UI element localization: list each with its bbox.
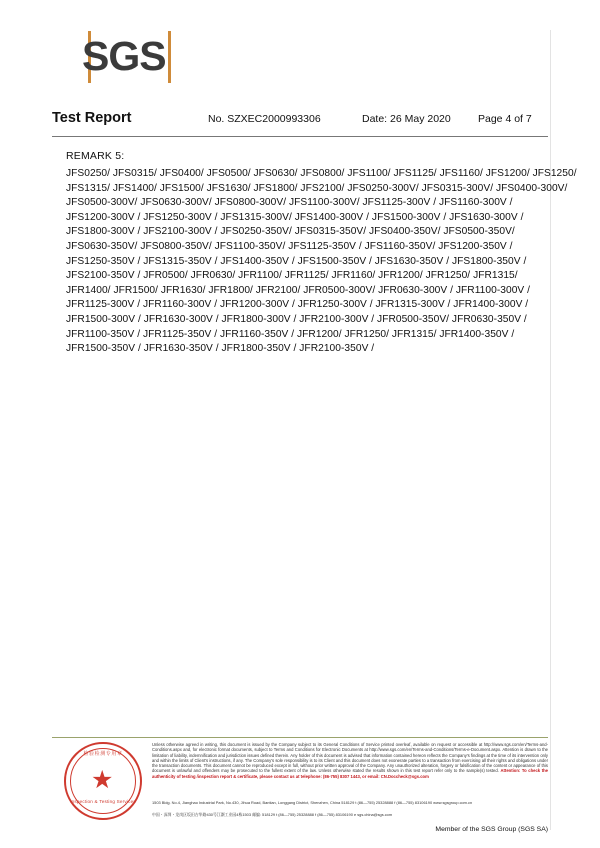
legal-paragraph-text: Unless otherwise agreed in writing, this document is issued by the Company subject to its General Conditions of Service printed overleaf, available on request or accessible at http://www.sgs.com/en/Terms-and-Conditions.aspx and, for electronic format documents, subject to Terms and Conditions for Electronic Documents at http://www.sgs.com/en/Terms-and-Conditions/Terms-e-Document.aspx. Attention is drawn to the limitation of liability, indemnification and jurisdiction issues defined therein. Any holder of this document is advised that information contained hereon reflects the Company's findings at the time of its intervention only and within the limits of Client's instructions, if any. The Company's sole responsibility is to its Client and this document does not exonerate parties to a transaction from exercising all their rights and obligations under the transaction documents. This document cannot be reproduced except in full, without prior written approval of the Company. Any unauthorized alteration, forgery or falsification of the content or appearance of this document is unlawful and offenders may be prosecuted to the fullest extent of the law. Unless otherwise stated the results shown in this test report refer only to the sample(s) tested. bbox=[152, 742, 548, 774]
header-divider bbox=[52, 136, 548, 137]
model-code-line: JFR1500-350V / JFR1630-350V / JFR1800-350V / JFR2100-350V / bbox=[66, 343, 375, 355]
star-icon: ★ bbox=[91, 766, 114, 794]
page-number: Page 4 of 7 bbox=[478, 113, 532, 125]
stamp-top-text: 检验检测专用章 bbox=[83, 751, 123, 757]
stamp-bottom-text: Inspection & Testing Services bbox=[70, 799, 136, 804]
page-title: Test Report bbox=[52, 110, 132, 126]
remark-heading: REMARK 5: bbox=[66, 150, 125, 162]
model-code-line: JFS0250/ JFS0315/ JFS0400/ JFS0500/ JFS0630/ JFS0800/ JFS1100/ JFS1125/ JFS1160/ JFS1200/ JFS1250/ bbox=[66, 168, 577, 179]
member-line: Member of the SGS Group (SGS SA) bbox=[435, 826, 548, 833]
model-code-line: JFS1250-350V / JFS1315-350V / JFS1400-350V / JFS1500-350V / JFS1630-350V / JFS1800-350V / bbox=[66, 255, 527, 267]
model-code-line: JFS0630-350V/ JFS0800-350V/ JFS1100-350V/ JFS1125-350V / JFS1160-350V/ JFS1200-350V / bbox=[66, 240, 513, 252]
model-code-line: JFS1315/ JFS1400/ JFS1500/ JFS1630/ JFS1800/ JFS2100/ JFS0250-300V/ JFS0315-300V/ JFS0400-300V/ bbox=[66, 182, 568, 194]
report-number: No. SZXEC2000993306 bbox=[208, 113, 321, 125]
official-stamp bbox=[64, 742, 146, 824]
legal-disclaimer bbox=[152, 742, 548, 779]
model-code-line: JFR1400/ JFR1500/ JFR1630/ JFR1800/ JFR2100/ JFR0500-300V/ JFR0630-300V / JFR1100-300V / bbox=[66, 284, 531, 296]
remark-section bbox=[66, 150, 577, 357]
footer-divider bbox=[52, 737, 548, 738]
address-english bbox=[152, 800, 548, 805]
model-code-line: JFS0500-300V/ JFS0630-300V/ JFS0800-300V/ JFS1100-300V/ JFS1125-300V / JFS1160-300V / bbox=[66, 197, 513, 209]
model-code-line: JFS1800-300V / JFS2100-300V / JFS0250-350V/ JFS0315-350V/ JFS0400-350V/ JFS0500-350V/ bbox=[66, 226, 515, 238]
model-code-line: JFR1100-350V / JFR1125-350V / JFR1160-350V / JFR1200/ JFR1250/ JFR1315/ JFR1400-350V / bbox=[66, 328, 515, 340]
model-code-line: JFR1125-300V / JFR1160-300V / JFR1200-300V / JFR1250-300V / JFR1315-300V / JFR1400-300V / bbox=[66, 299, 529, 311]
model-code-line: JFR1500-300V / JFR1630-300V / JFR1800-300V / JFR2100-300V / JFR0500-350V/ JFR0630-350V / bbox=[66, 313, 527, 325]
address-chinese bbox=[152, 812, 548, 817]
address-english-text: 1503 Bldg. No.4, Jianghao Industrial Park, No.430, Jihua Road, Bantian, Longgang District, Shenzhen, China 518129 t (86—755) 25328888 f (86—755) 83106190 www.sgsgroup.com.cn bbox=[152, 800, 473, 805]
model-code-line: JFS2100-350V / JFR0500/ JFR0630/ JFR1100/ JFR1125/ JFR1160/ JFR1200/ JFR1250/ JFR1315/ bbox=[66, 270, 518, 282]
sgs-logo-text: SGS bbox=[82, 33, 166, 79]
report-date: Date: 26 May 2020 bbox=[362, 113, 451, 125]
address-chinese-text: 中国・深圳・龙岗区坂田吉华路430号江灏工业园4栋1503 邮编: 518129 t (86—755) 25328888 f (86—755) 83106190 e sgs.china@sgs.com bbox=[152, 812, 393, 817]
model-code-line: JFS1200-300V / JFS1250-300V / JFS1315-300V/ JFS1400-300V / JFS1500-300V / JFS1630-300V / bbox=[66, 211, 524, 223]
report-header bbox=[0, 110, 600, 132]
sgs-logo bbox=[82, 32, 192, 84]
document-check-notice[interactable]: Attention: To check the authenticity of testing /inspection report & certificate, please contact us at telephone: (86-755) 8307 1443, or email: CN.Doccheck@sgs.com bbox=[152, 768, 549, 779]
